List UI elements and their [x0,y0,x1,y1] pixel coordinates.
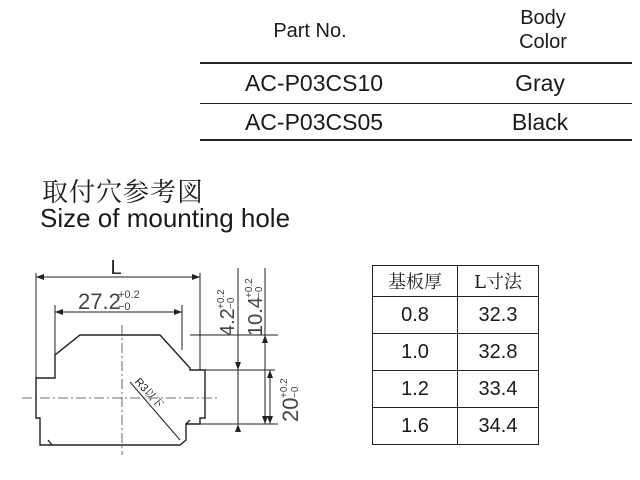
dim-h1-tol-plus: +0.2 [216,289,227,309]
dim-h3-tol-plus: +0.2 [279,378,290,398]
part-no-header: Part No. [273,20,347,42]
body-color-2: Black [511,109,569,135]
table-row [373,297,539,334]
l-dimension-cell: 34.4 [458,408,539,445]
dim-width: 27.2 [78,289,121,314]
l-dimension-header: L寸法 [458,266,539,297]
body-color-header-line1: Body [520,7,566,29]
dim-h3: 20 [278,397,303,422]
l-dimension-cell: 32.3 [458,297,539,334]
mounting-hole-drawing [0,250,330,470]
board-thickness-cell: 1.6 [373,408,458,445]
body-color-header [488,6,598,54]
dim-width-tol-plus: +0.2 [118,289,140,301]
l-dimension-table [372,265,539,445]
board-thickness-cell: 0.8 [373,297,458,334]
table-row [373,334,539,371]
l-dimension-cell: 33.4 [458,371,539,408]
dim-h2-tol-plus: +0.2 [244,278,255,298]
board-thickness-header: 基板厚 [373,266,458,297]
l-dimension-cell: 32.8 [458,334,539,371]
table-row [373,408,539,445]
l-table-header-row [373,266,539,297]
dim-h2-tol-minus: −0 [254,286,265,298]
part-number-2: AC-P03CS05 [244,109,384,135]
hole-outline [36,335,205,445]
body-color-1: Gray [515,70,565,96]
section-title-english: Size of mounting hole [40,203,291,233]
header-rule [200,62,632,64]
table-bottom-rule [200,139,632,141]
table-row [373,371,539,408]
section-title-japanese: 取付穴参考図 [42,178,205,208]
dim-h2: 10.4 [245,297,267,336]
dim-h1-tol-minus: −0 [226,297,237,309]
radius-note: R3以下 [132,375,166,411]
row-divider [200,103,632,104]
body-color-header-line2: Color [519,31,567,53]
dim-L: L [110,257,122,279]
dim-h3-tol-minus: −0 [290,386,301,398]
board-thickness-cell: 1.2 [373,371,458,408]
dim-width-tol-minus: −0 [118,301,131,313]
part-number-1: AC-P03CS10 [244,70,384,96]
dim-h1: 4.2 [217,308,239,336]
board-thickness-cell: 1.0 [373,334,458,371]
